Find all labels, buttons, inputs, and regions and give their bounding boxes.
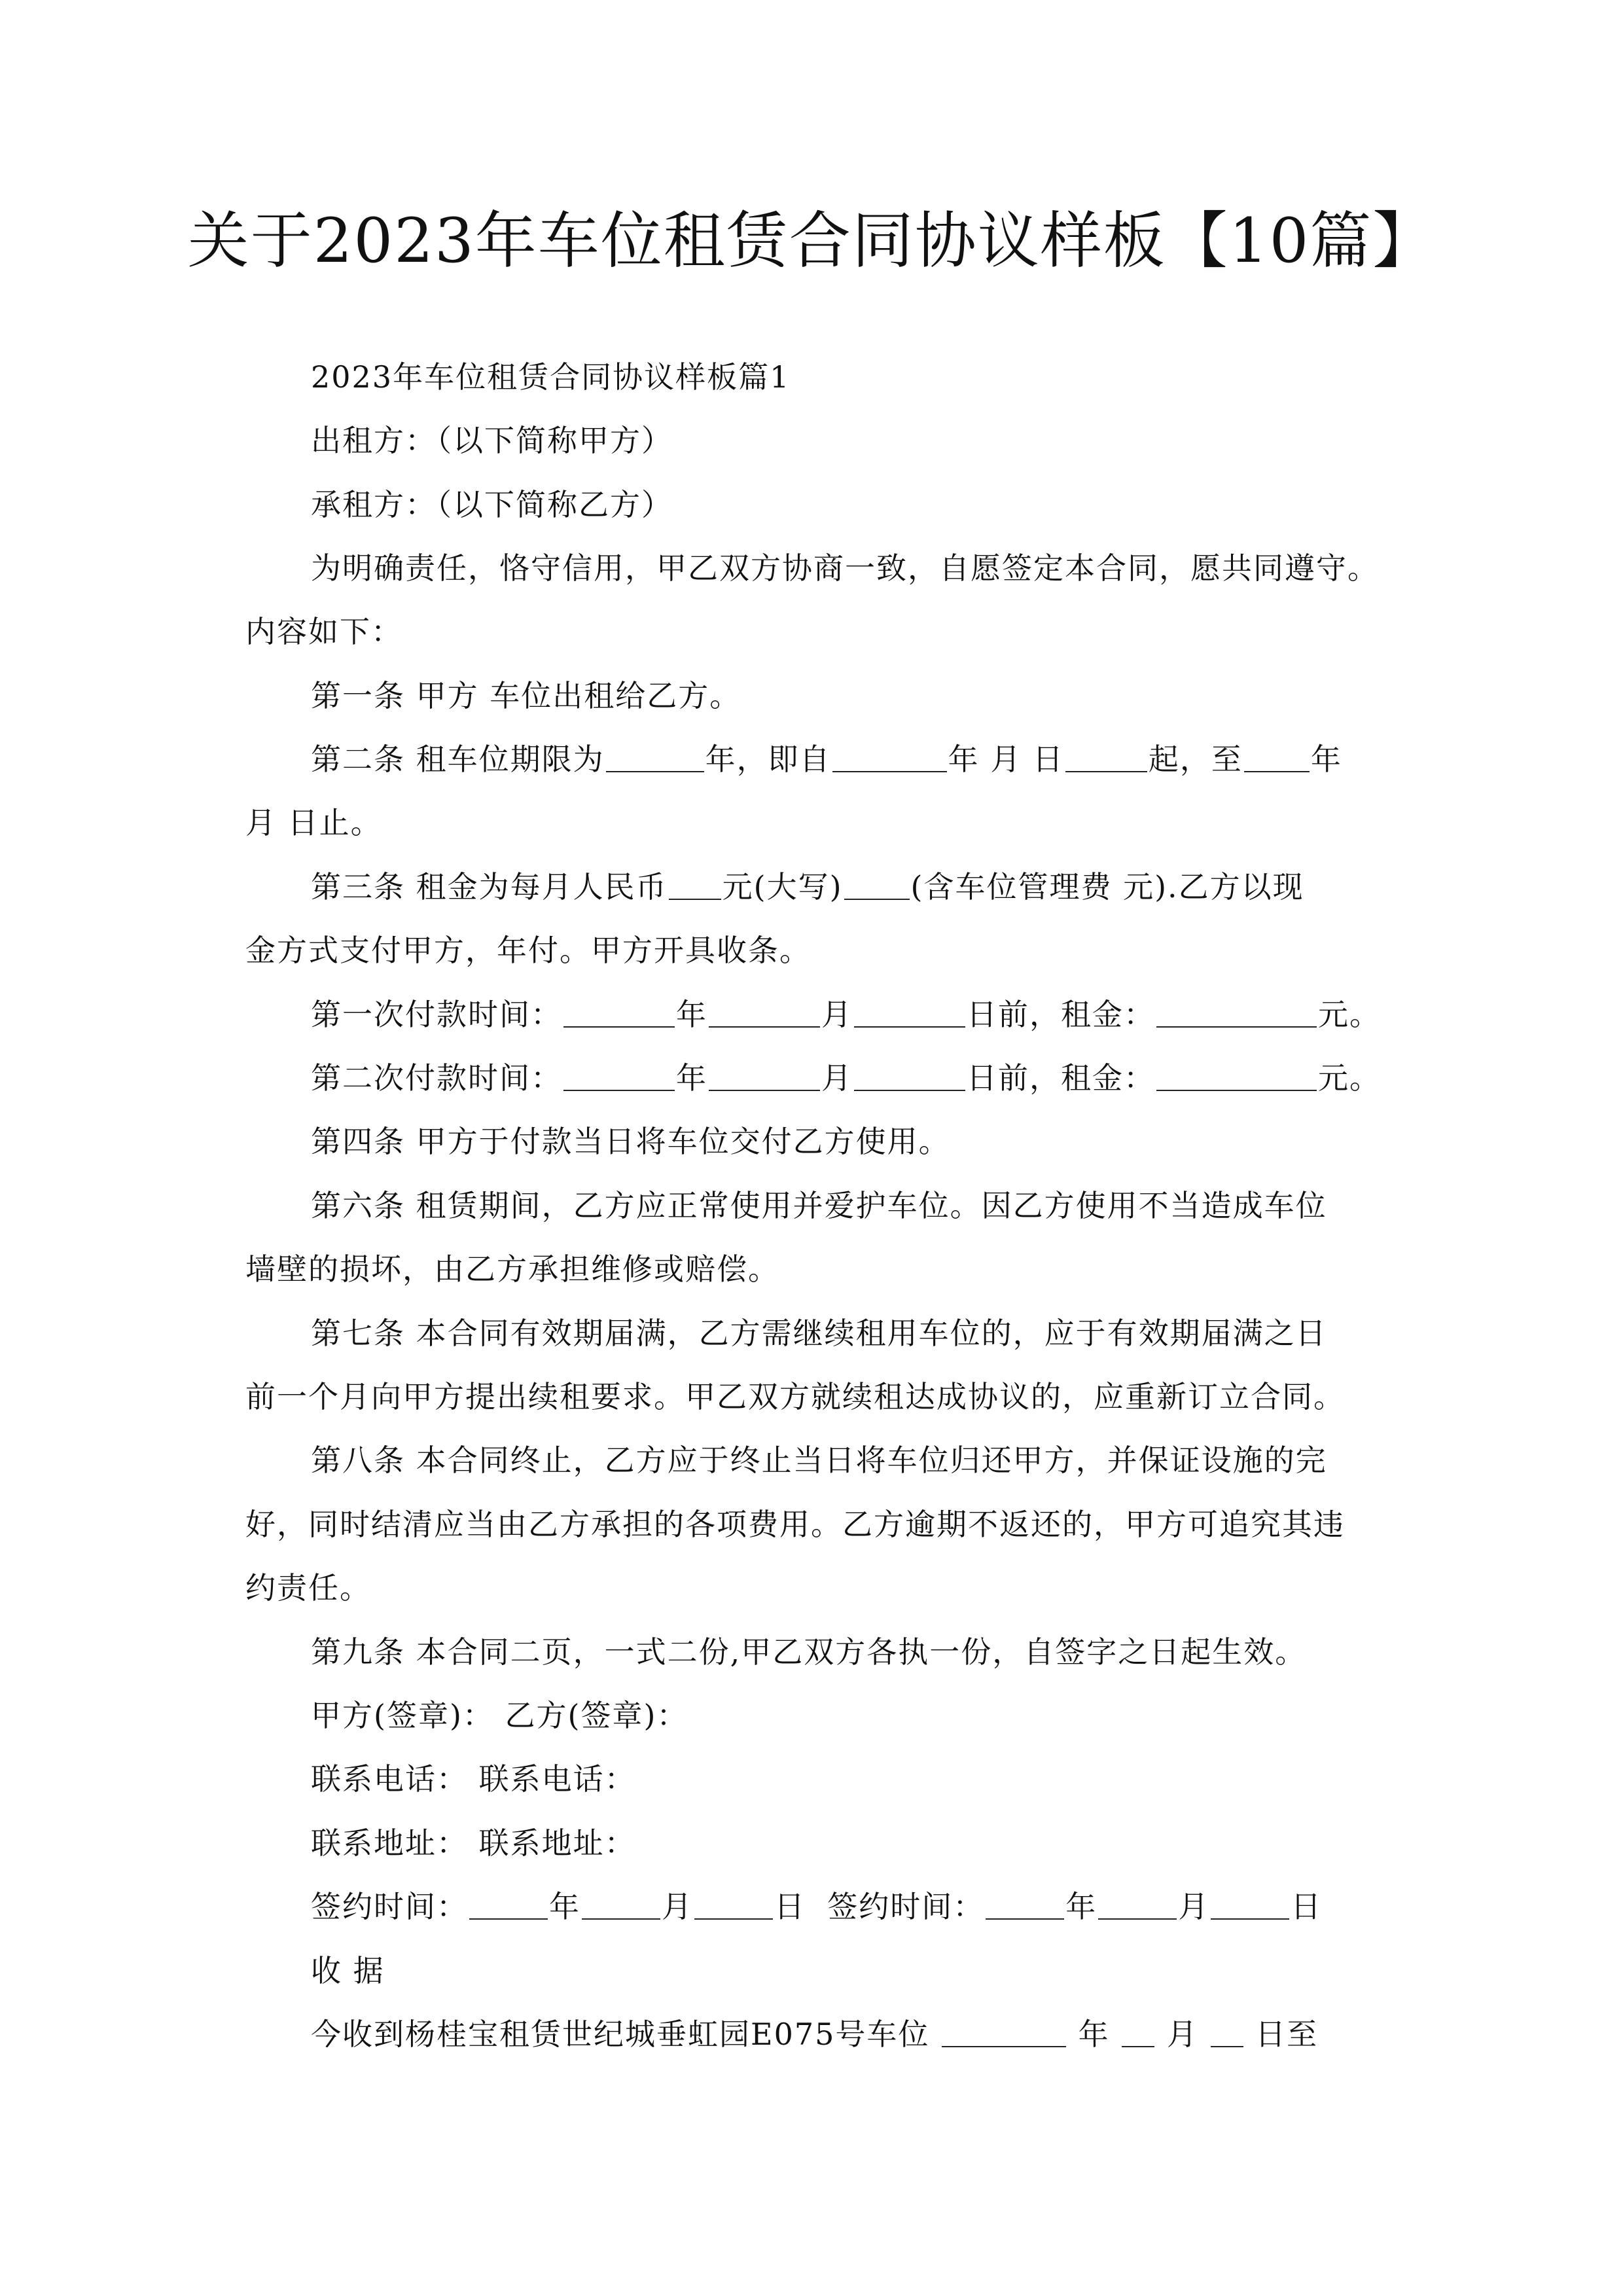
receipt-day-blank xyxy=(1211,2020,1243,2047)
rent-amount-blank xyxy=(669,872,721,900)
payment-2-day-blank xyxy=(854,1064,965,1091)
payment-1-line xyxy=(311,995,1381,1034)
section-heading: 2023年车位租赁合同协议样板篇1 xyxy=(311,359,791,395)
article-4: 第四条 甲方于付款当日将车位交付乙方使用。 xyxy=(311,1124,950,1159)
sign-year-blank-b xyxy=(986,1892,1064,1920)
payment-2-yuan: 元。 xyxy=(1318,1060,1381,1096)
start-date-blank xyxy=(832,745,947,772)
receipt-year: 年 xyxy=(1078,2017,1110,2052)
phone-line: 联系电话： 联系电话： xyxy=(311,1761,636,1797)
receipt-month-blank xyxy=(1122,2020,1154,2047)
signing-time-label-a: 签约时间： xyxy=(311,1889,468,1924)
article-9: 第九条 本合同二页，一式二份,甲乙双方各执一份，自签字之日起生效。 xyxy=(311,1634,1307,1670)
payment-1-day-blank xyxy=(854,1000,965,1028)
sign-year-b: 年 xyxy=(1065,1889,1097,1924)
payment-1-day: 日前，租金： xyxy=(967,997,1155,1032)
payment-1-month: 月 xyxy=(821,997,853,1032)
document-title: 关于2023年车位租赁合同协议样板【10篇】 xyxy=(187,206,1436,277)
payment-2-amount-blank xyxy=(1156,1064,1317,1091)
lease-term-blank xyxy=(606,745,704,772)
rent-uppercase-blank xyxy=(844,872,910,900)
sign-year-a: 年 xyxy=(549,1889,580,1924)
article-2-text-d: 起，至 xyxy=(1148,742,1243,777)
article-6-line-2: 墙壁的损坏，由乙方承担维修或赔偿。 xyxy=(245,1251,779,1287)
article-3-line-2: 金方式支付甲方，年付。甲方开具收条。 xyxy=(245,933,811,968)
payment-2-year-blank xyxy=(563,1064,675,1091)
signature-line: 甲方(签章)： 乙方(签章)： xyxy=(311,1698,688,1733)
article-3-text-c: (含车位管理费 元).乙方以现 xyxy=(910,869,1304,905)
payment-1-year: 年 xyxy=(676,997,707,1032)
signing-time-label-b: 签约时间： xyxy=(827,1889,985,1924)
payment-2-month-blank xyxy=(709,1064,820,1091)
sign-month-blank-a xyxy=(582,1892,660,1920)
sign-day-b: 日 xyxy=(1291,1889,1323,1924)
article-2-line-1 xyxy=(311,740,1342,779)
receipt-title: 收 据 xyxy=(311,1953,385,1988)
payment-1-amount-blank xyxy=(1156,1000,1317,1028)
payment-2-month: 月 xyxy=(821,1060,853,1096)
receipt-month: 月 xyxy=(1166,2017,1198,2052)
article-2-text-e: 年 xyxy=(1310,742,1342,777)
article-3-line-1 xyxy=(311,867,1304,906)
start-blank xyxy=(1065,745,1147,772)
payment-2-label: 第二次付款时间： xyxy=(311,1060,562,1096)
article-8-line-2: 好，同时结清应当由乙方承担的各项费用。乙方逾期不返还的，甲方可追究其违 xyxy=(245,1507,1345,1542)
sign-month-b: 月 xyxy=(1178,1889,1210,1924)
address-line: 联系地址： 联系地址： xyxy=(311,1825,636,1861)
article-2-text-a: 第二条 租车位期限为 xyxy=(311,742,605,777)
article-1: 第一条 甲方 车位出租给乙方。 xyxy=(311,678,741,713)
sign-month-blank-b xyxy=(1098,1892,1177,1920)
sign-month-a: 月 xyxy=(662,1889,693,1924)
article-8-line-3: 约责任。 xyxy=(245,1570,371,1605)
payment-1-yuan: 元。 xyxy=(1318,997,1381,1032)
intro-line-1: 为明确责任，恪守信用，甲乙双方协商一致，自愿签定本合同，愿共同遵守。 xyxy=(311,550,1379,586)
receipt-line xyxy=(311,2015,1318,2054)
payment-1-year-blank xyxy=(563,1000,675,1028)
article-3-text-b: 元(大写) xyxy=(722,869,843,905)
receipt-text: 今收到杨桂宝租赁世纪城垂虹园E075号车位 xyxy=(311,2017,930,2052)
intro-line-2: 内容如下： xyxy=(245,614,402,649)
sign-day-blank-a xyxy=(694,1892,773,1920)
end-year-blank xyxy=(1244,745,1310,772)
sign-year-blank-a xyxy=(469,1892,548,1920)
signing-time-line xyxy=(311,1887,1322,1926)
receipt-day-to: 日至 xyxy=(1255,2017,1319,2052)
article-3-text-a: 第三条 租金为每月人民币 xyxy=(311,869,668,905)
lessee-line: 承租方：（以下简称乙方） xyxy=(311,487,673,522)
article-2-line-2: 月 日止。 xyxy=(245,805,382,840)
lessor-line: 出租方：（以下简称甲方） xyxy=(311,423,673,458)
article-8-line-1: 第八条 本合同终止，乙方应于终止当日将车位归还甲方，并保证设施的完 xyxy=(311,1443,1327,1478)
payment-2-line xyxy=(311,1058,1381,1098)
article-2-text-b: 年，即自 xyxy=(705,742,831,777)
article-7-line-1: 第七条 本合同有效期届满，乙方需继续租用车位的，应于有效期届满之日 xyxy=(311,1316,1327,1351)
payment-2-year: 年 xyxy=(676,1060,707,1096)
sign-day-blank-b xyxy=(1211,1892,1289,1920)
article-2-text-c: 年 月 日 xyxy=(948,742,1064,777)
receipt-year-blank xyxy=(942,2020,1066,2047)
payment-2-day: 日前，租金： xyxy=(967,1060,1155,1096)
payment-1-label: 第一次付款时间： xyxy=(311,997,562,1032)
payment-1-month-blank xyxy=(709,1000,820,1028)
sign-day-a: 日 xyxy=(774,1889,806,1924)
article-6-line-1: 第六条 租赁期间，乙方应正常使用并爱护车位。因乙方使用不当造成车位 xyxy=(311,1188,1327,1223)
article-7-line-2: 前一个月向甲方提出续租要求。甲乙双方就续租达成协议的，应重新订立合同。 xyxy=(245,1379,1345,1414)
